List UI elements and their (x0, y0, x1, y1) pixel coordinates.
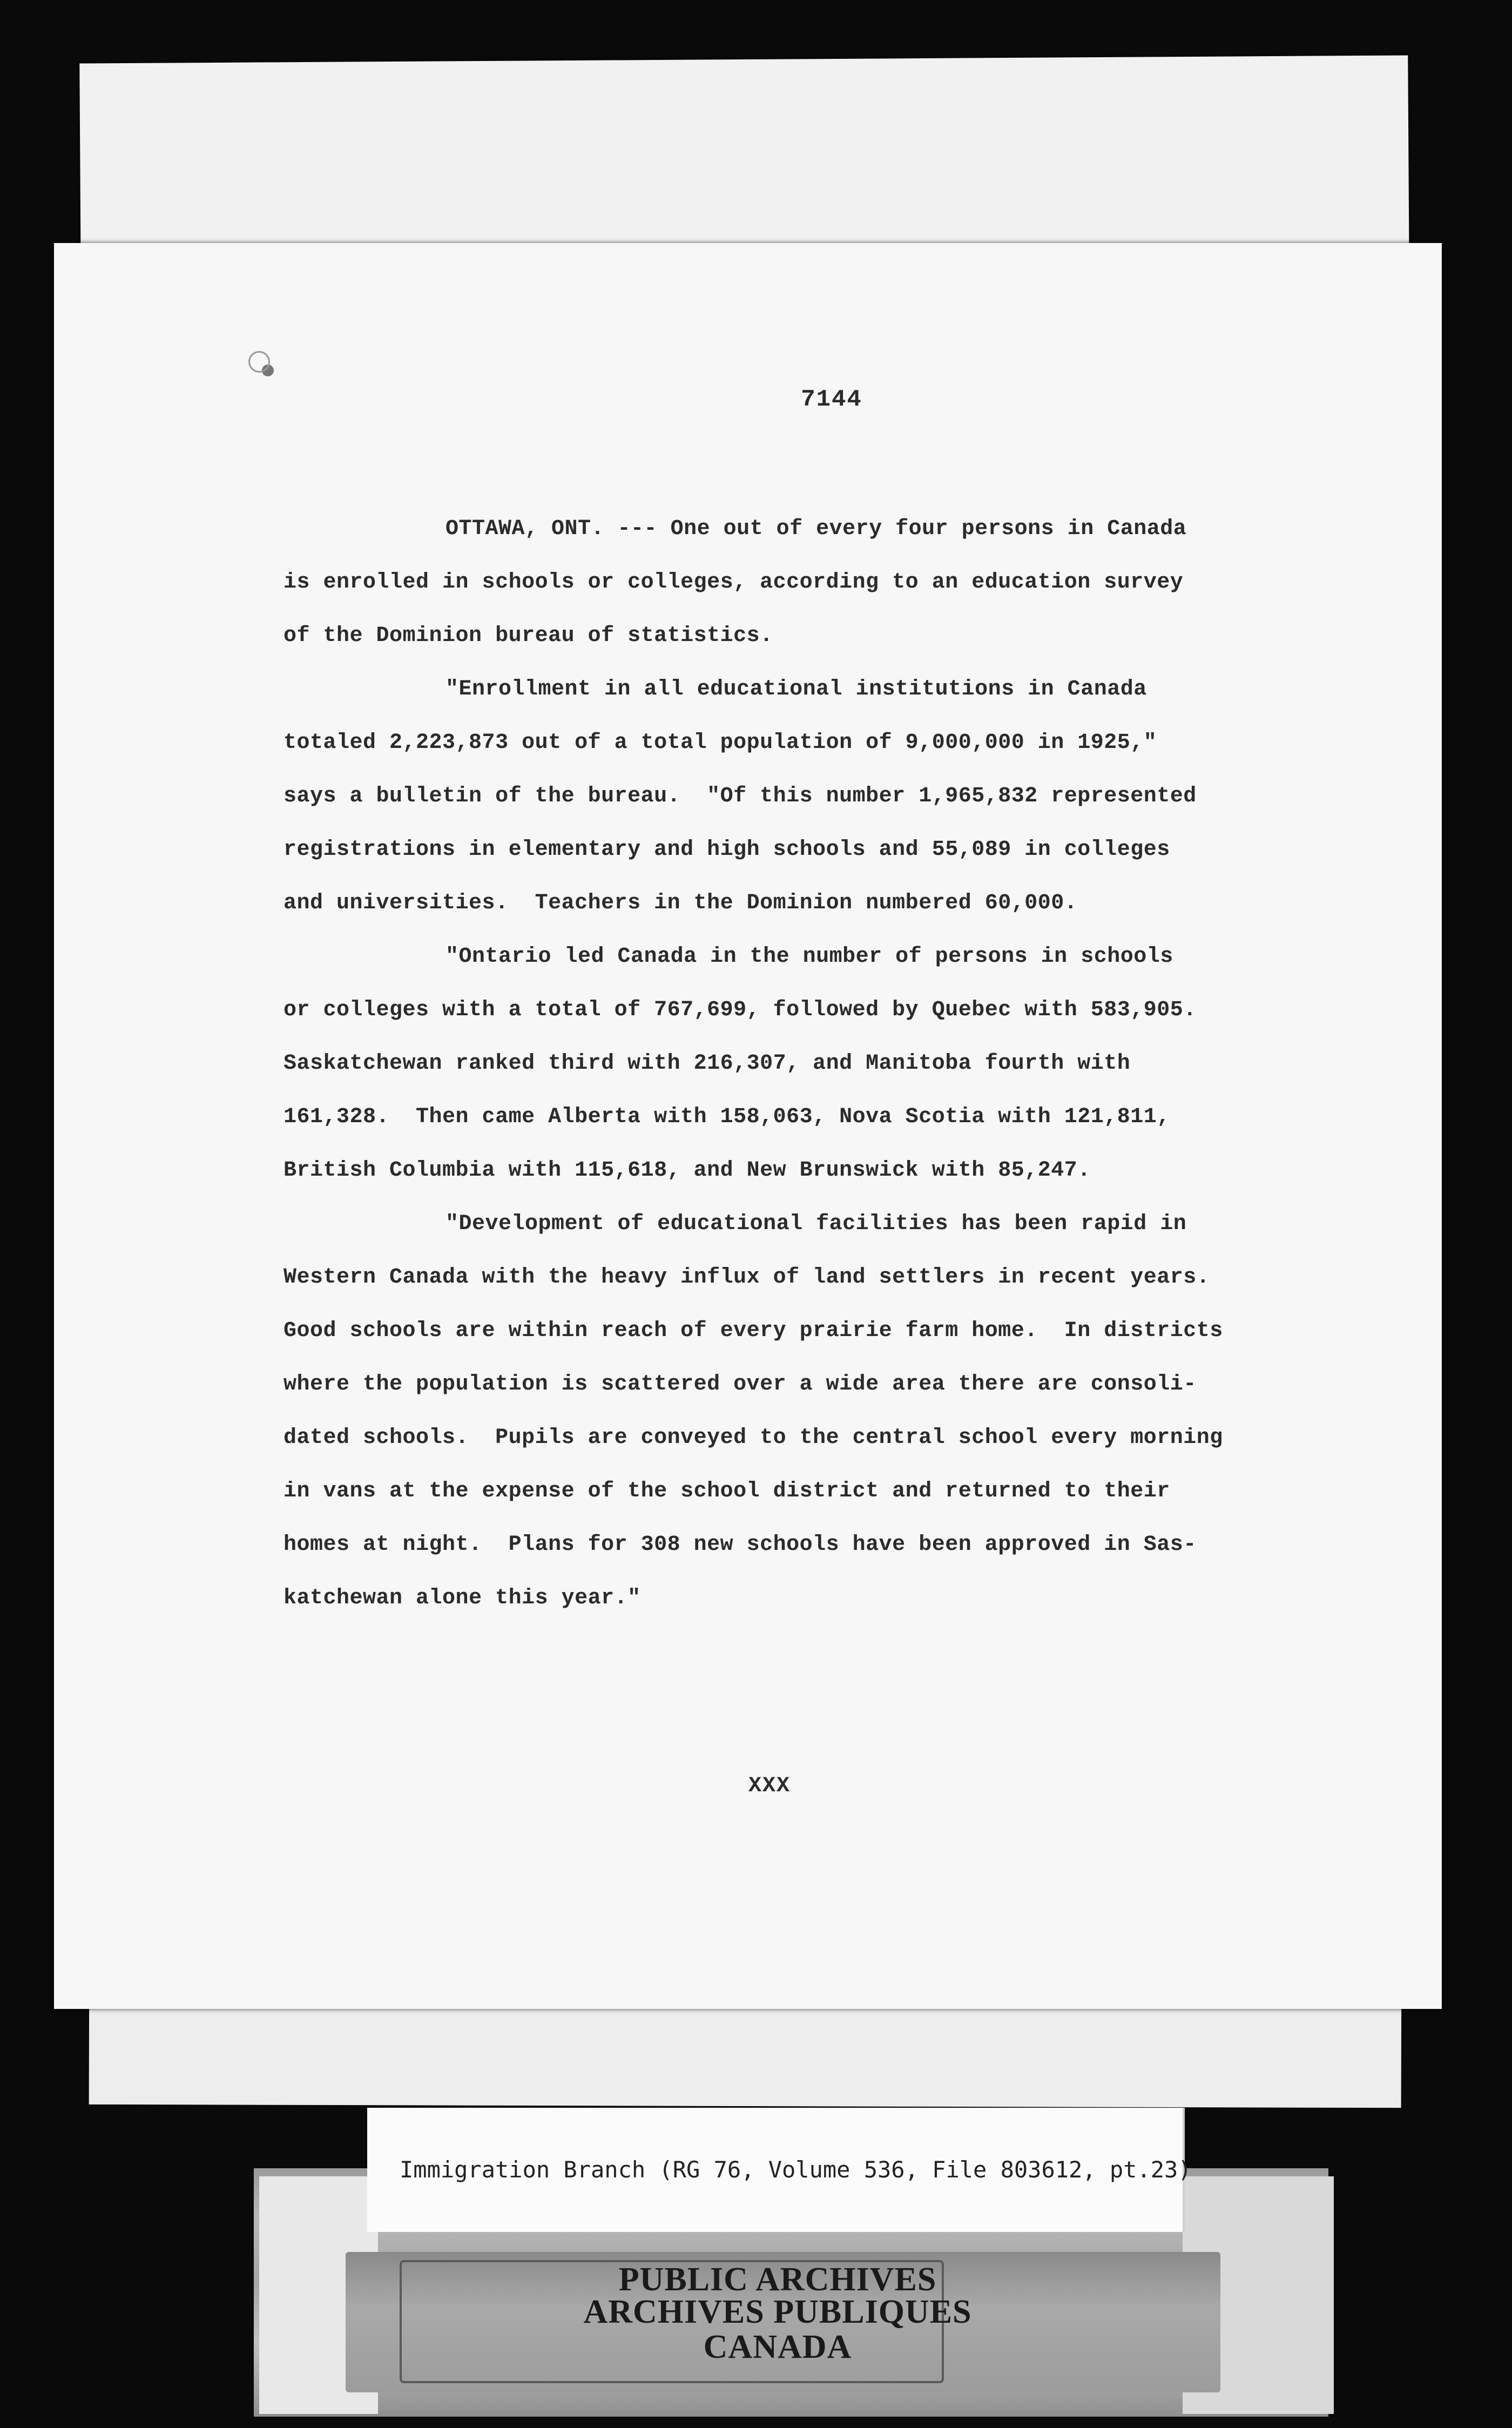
text-line: dated schools. Pupils are conveyed to the central school every morning (284, 1426, 1223, 1450)
text-line: British Columbia with 115,618, and New Brunswick with 85,247. (284, 1158, 1091, 1183)
text-line: Western Canada with the heavy influx of land settlers in recent years. (284, 1265, 1210, 1290)
text-line: 161,328. Then came Alberta with 158,063, Nova Scotia with 121,811, (284, 1105, 1170, 1129)
text-line: and universities. Teachers in the Dominion numbered 60,000. (284, 891, 1078, 915)
typed-page (54, 243, 1442, 2009)
text-line: says a bulletin of the bureau. "Of this number 1,965,832 represented (284, 784, 1197, 808)
text-line: OTTAWA, ONT. --- One out of every four persons in Canada (446, 517, 1187, 541)
text-line: or colleges with a total of 767,699, followed by Quebec with 583,905. (284, 998, 1197, 1022)
text-line: in vans at the expense of the school district and returned to their (284, 1479, 1170, 1503)
paragraph-2 (284, 663, 1320, 930)
archive-reference-label (367, 2108, 1192, 2232)
letter-body (284, 502, 1320, 1625)
paragraph-1 (284, 502, 1320, 663)
paragraph-3 (284, 930, 1320, 1197)
archive-reference-text: Immigration Branch (RG 76, Volume 536, File 803612, pt.23) (400, 2156, 1192, 2183)
text-line: "Ontario led Canada in the number of persons in schools (446, 945, 1173, 969)
stamp-line-3: CANADA (703, 2329, 852, 2365)
paragraph-4 (284, 1197, 1320, 1625)
page-number: 7144 (801, 386, 862, 413)
text-line: is enrolled in schools or colleges, according to an education survey (284, 570, 1184, 595)
text-line: homes at night. Plans for 308 new schools have been approved in Sas- (284, 1533, 1197, 1557)
text-line: katchewan alone this year." (284, 1586, 641, 1610)
text-line: "Development of educational facilities has been rapid in (446, 1212, 1187, 1236)
text-line: of the Dominion bureau of statistics. (284, 624, 773, 648)
stamp-line-1: PUBLIC ARCHIVES (618, 2261, 937, 2298)
text-line: "Enrollment in all educational institutions in Canada (446, 677, 1147, 702)
text-line: totaled 2,223,873 out of a total population of 9,000,000 in 1925," (284, 731, 1157, 755)
text-line: where the population is scattered over a wide area there are consoli- (284, 1372, 1197, 1397)
hole-ring (248, 351, 270, 373)
text-line: registrations in elementary and high schools and 55,089 in colleges (284, 838, 1170, 862)
closing-mark: XXX (748, 1774, 791, 1798)
stamp-line-2: ARCHIVES PUBLIQUES (583, 2294, 972, 2330)
text-line: Saskatchewan ranked third with 216,307, and Manitoba fourth with (284, 1051, 1131, 1076)
text-line: Good schools are within reach of every prairie farm home. In districts (284, 1319, 1223, 1343)
